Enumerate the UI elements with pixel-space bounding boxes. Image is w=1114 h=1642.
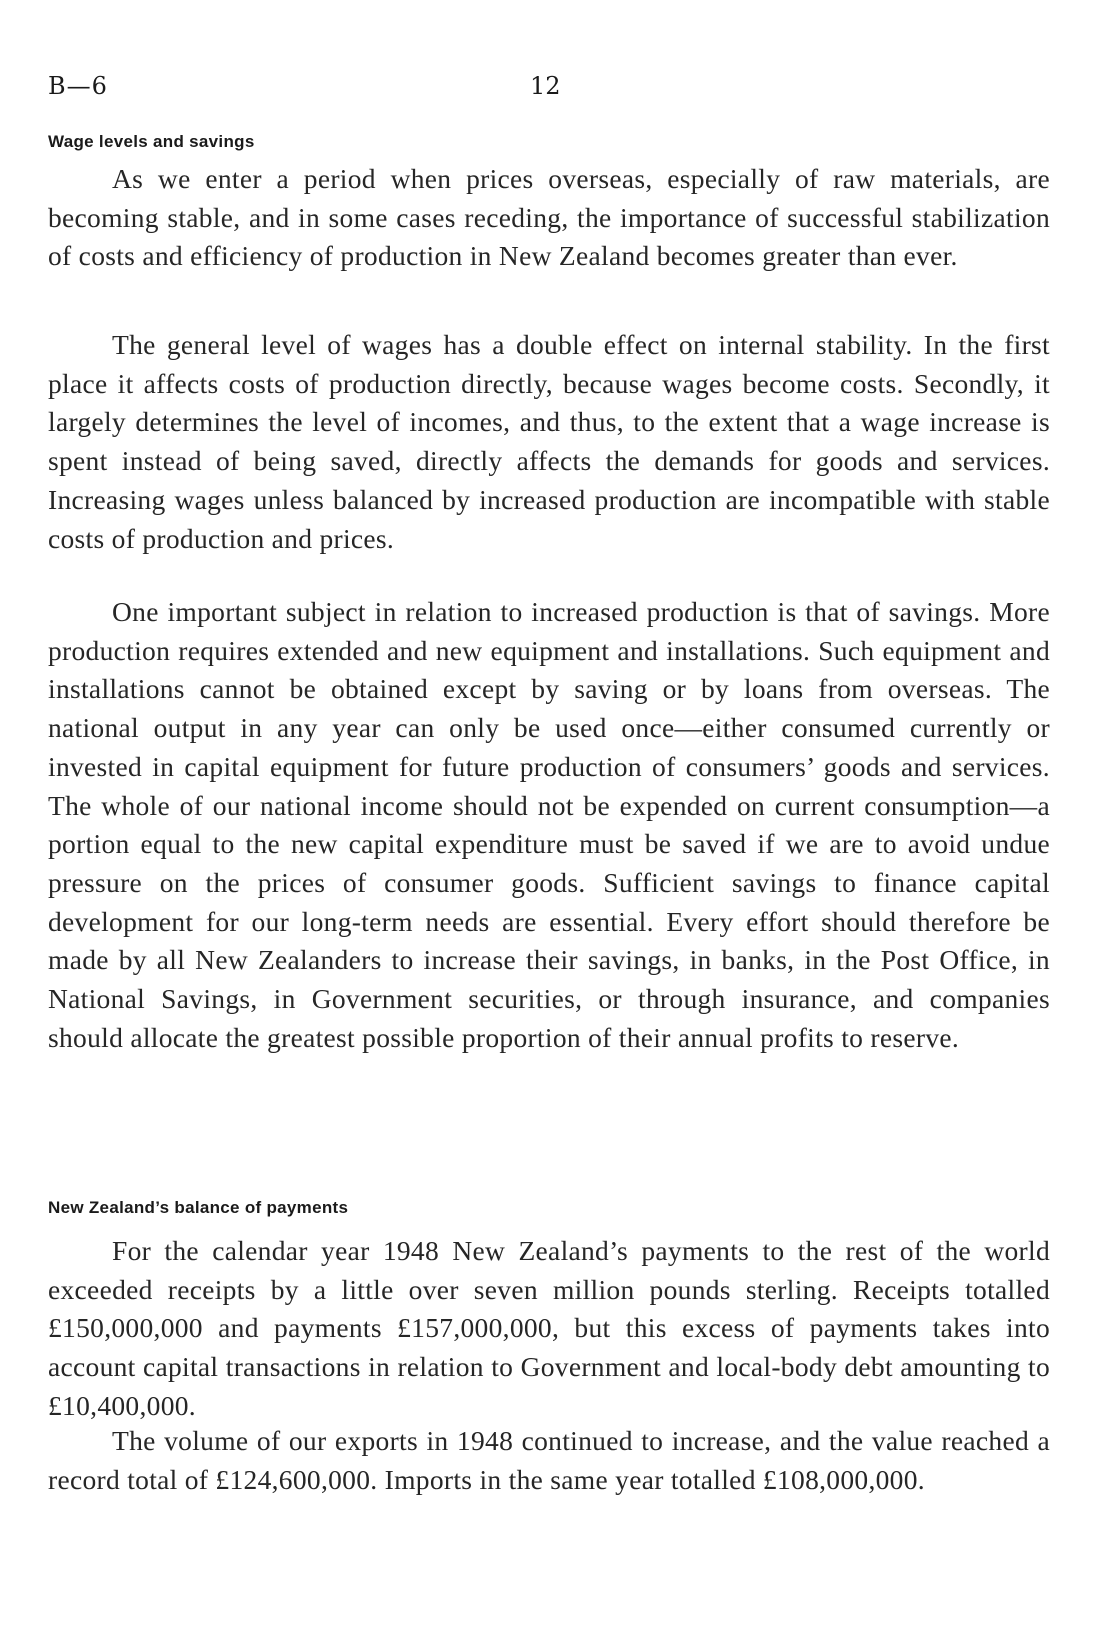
section-balance-of-payments [48,1232,1050,1426]
page-number: 12 [530,72,561,100]
document-reference: B—6 [48,72,108,100]
paragraph: For the calendar year 1948 New Zealand’s payments to the rest of the world exceeded receipts by a little over seven million pounds sterling. Receipts totalled £150,000,000 and payments £157,000,000, but this excess of payments takes into account capital transactions in relation to Government and local-body debt amounting to £10,400,000. [48,1235,1050,1421]
section-heading-balance-of-payments: New Zealand’s balance of payments [48,1198,349,1217]
section-balance-of-payments-2 [48,1422,1050,1499]
paragraph: As we enter a period when prices overseas, especially of raw materials, are becoming stable, and in some cases receding, the importance of successful stabilization of costs and efficiency of production in New Zealand becomes greater than ever. [48,163,1050,272]
section-heading-wage-levels: Wage levels and savings [48,132,255,151]
paragraph: The general level of wages has a double effect on internal stability. In the first place it affects costs of production directly, because wages become costs. Secondly, it largely determines the level of incomes, and thus, to the extent that a wage increase is spent instead of being saved, directly affects the demands for goods and services. Increasing wages unless balanced by increased production are incompatible with stable costs of production and prices. [48,329,1050,554]
section-wage-levels-2 [48,326,1050,558]
section-wage-levels [48,160,1050,276]
paragraph: One important subject in relation to increased production is that of savings. More production requires extended and new equipment and installations. Such equipment and installations cannot be obtained except by saving or by loans from overseas. The national output in any year can only be used once—either consumed currently or invested in capital equipment for future production of consumers’ goods and services. The whole of our national income should not be expended on current consumption—a portion equal to the new capital expenditure must be saved if we are to avoid undue pressure on the prices of consumer goods. Sufficient savings to finance capital development for our long-term needs are essential. Every effort should therefore be made by all New Zealanders to increase their savings, in banks, in the Post Office, in National Savings, in Government securities, or through insurance, and companies should allocate the greatest possible proportion of their annual profits to reserve. [48,596,1050,1053]
section-wage-levels-3 [48,593,1050,1057]
paragraph: The volume of our exports in 1948 continued to increase, and the value reached a record total of £124,600,000. Imports in the same year totalled £108,000,000. [48,1425,1050,1495]
